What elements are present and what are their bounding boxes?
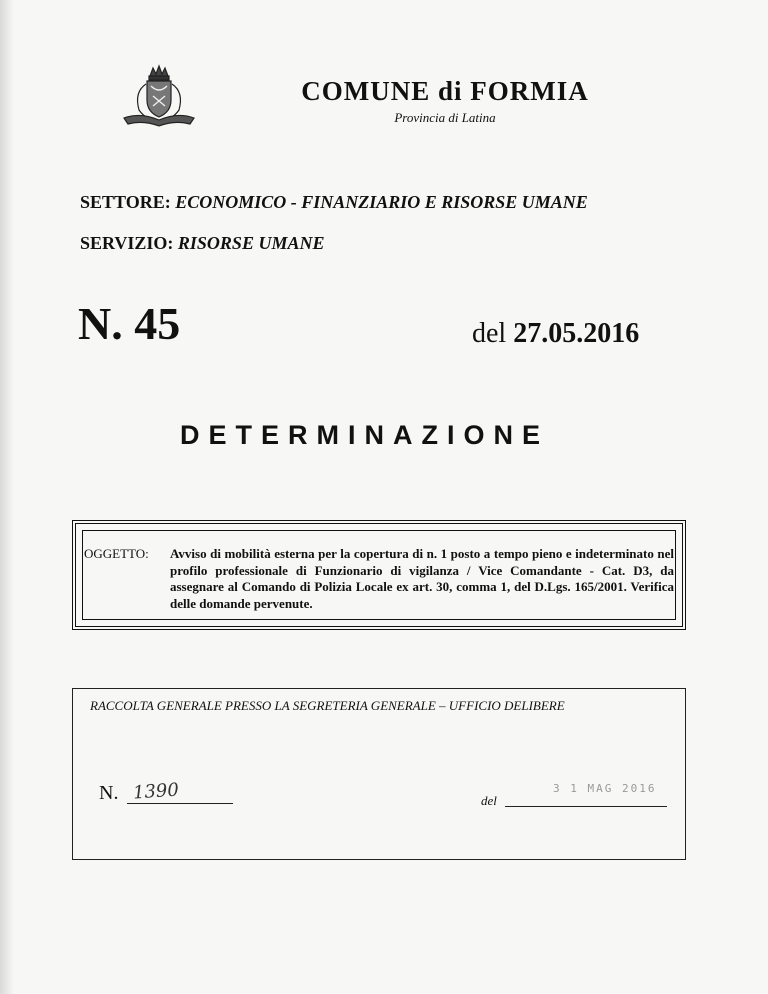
raccolta-date-label: del — [481, 793, 497, 808]
oggetto-label: OGGETTO: — [84, 546, 149, 561]
document-type-title: DETERMINAZIONE — [180, 420, 549, 450]
scan-edge-shadow — [0, 0, 14, 994]
servizio-value: RISORSE UMANE — [177, 233, 325, 253]
date-prefix: del — [472, 318, 507, 349]
determination-date-line — [472, 318, 639, 350]
settore-label: SETTORE: — [80, 192, 171, 212]
raccolta-number-handwritten: 1390 — [132, 779, 180, 804]
settore-line — [80, 192, 588, 213]
raccolta-date-stamp: 3 1 MAG 2016 — [553, 782, 657, 795]
oggetto-text: Avviso di mobilità esterna per la copertura di n. 1 posto a tempo pieno e indeterminato nel profilo professionale di Funzionario di vigilanza / Vice Comandante - Cat. D3, da assegnare al Comando di Polizia Locale ex art. 30, comma 1, del D.Lgs. 165/2001. Verifica delle domande pervenute. — [170, 546, 674, 611]
coat-of-arms-icon — [120, 62, 198, 130]
raccolta-box — [72, 688, 686, 860]
raccolta-number-label: N. — [99, 782, 119, 804]
determination-date: 27.05.2016 — [513, 318, 640, 349]
servizio-line — [80, 233, 324, 254]
determination-number: N. 45 — [78, 298, 181, 349]
servizio-label: SERVIZIO: — [80, 233, 174, 253]
raccolta-date-underline — [505, 806, 667, 807]
raccolta-number-underline — [127, 803, 233, 804]
oggetto-box — [72, 520, 686, 630]
settore-value: ECONOMICO - FINANZIARIO E RISORSE UMANE — [175, 192, 588, 212]
province-subtitle: Provincia di Latina — [394, 110, 496, 125]
municipality-title: COMUNE di FORMIA — [301, 76, 589, 106]
raccolta-title: RACCOLTA GENERALE PRESSO LA SEGRETERIA GENERALE – UFFICIO DELIBERE — [90, 698, 565, 713]
